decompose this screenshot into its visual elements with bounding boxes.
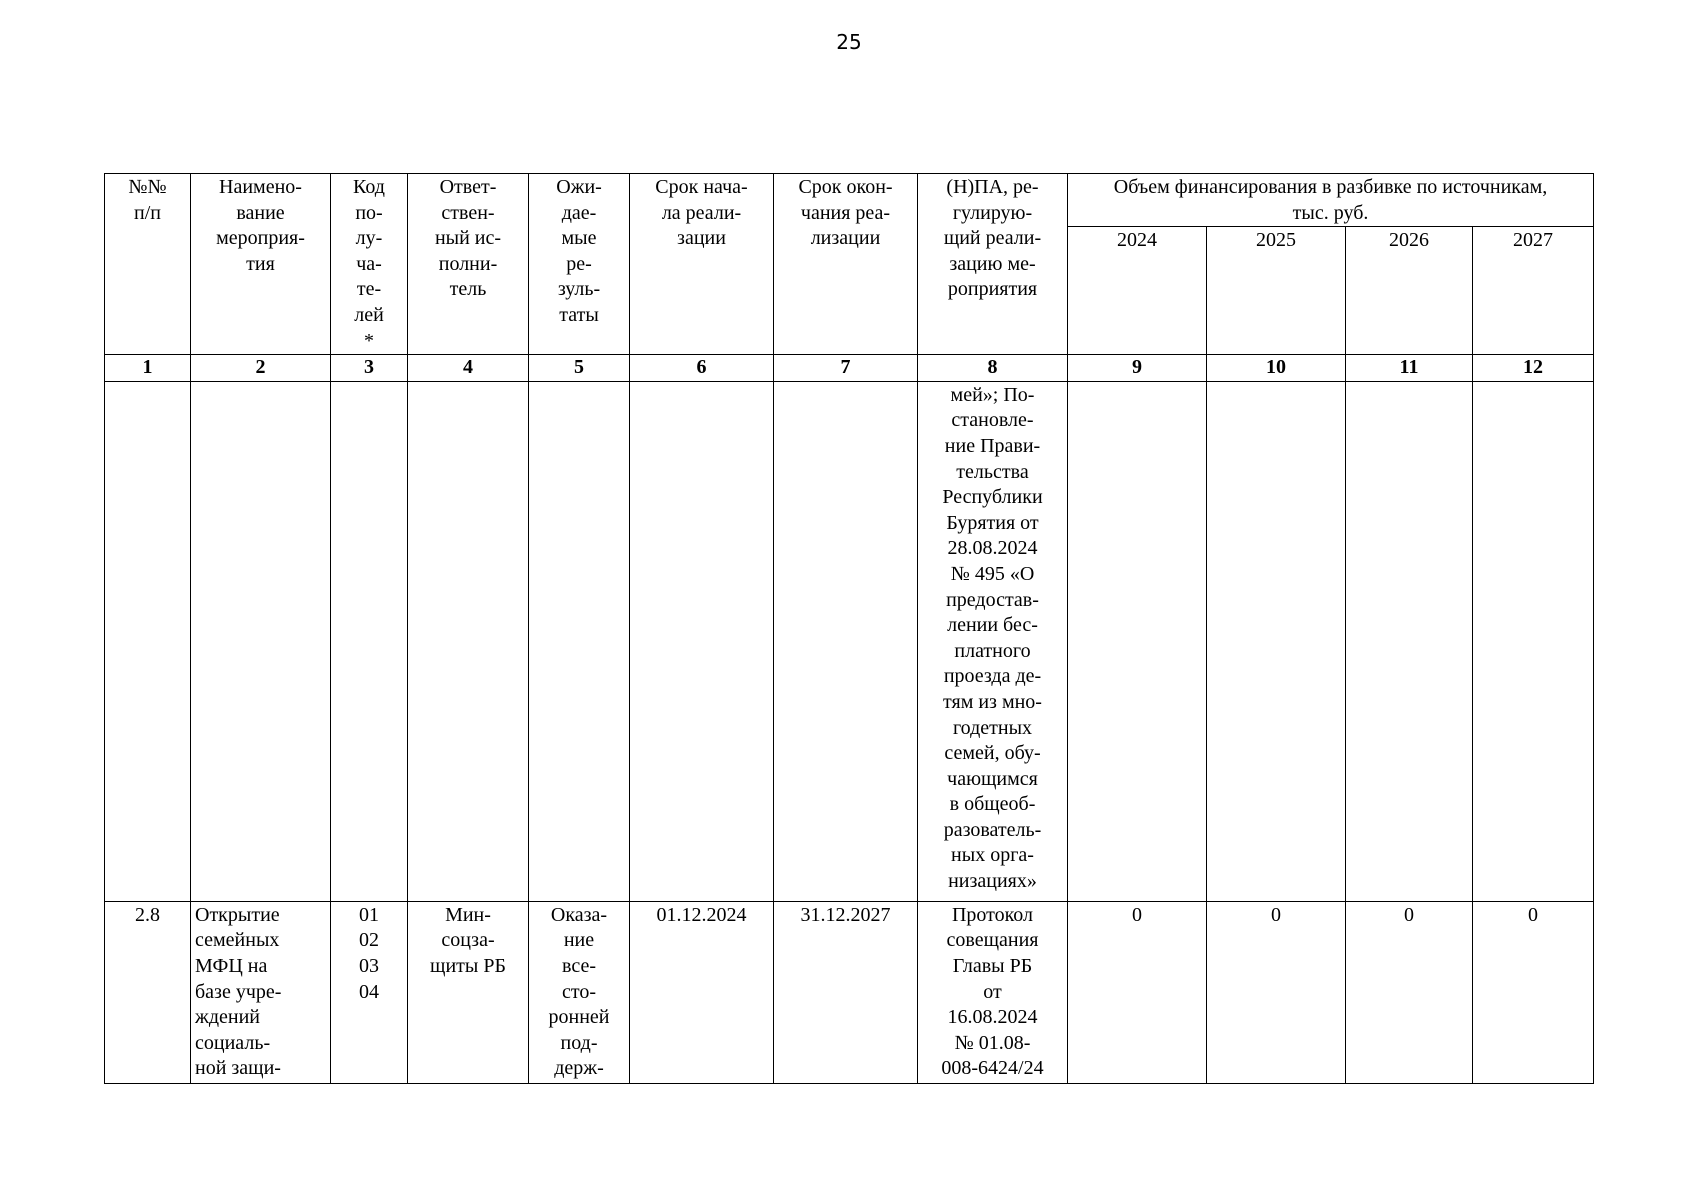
table-cell <box>1473 381 1594 901</box>
column-number: 7 <box>774 355 918 382</box>
header-recipient-code: Код по- лу- ча- те- лей * <box>331 174 408 355</box>
header-funding: Объем финансирования в разбивке по источникам, тыс. руб. <box>1068 174 1594 227</box>
header-number: №№ п/п <box>105 174 191 355</box>
funding-2024: 0 <box>1068 901 1207 1083</box>
funding-2027: 0 <box>1473 901 1594 1083</box>
header-executor: Ответ- ствен- ный ис- полни- тель <box>408 174 529 355</box>
table-cell <box>529 381 630 901</box>
funding-2026: 0 <box>1346 901 1473 1083</box>
header-year-2027: 2027 <box>1473 227 1594 355</box>
start-date: 01.12.2024 <box>630 901 774 1083</box>
recipient-codes: 01 02 03 04 <box>331 901 408 1083</box>
table-cell <box>191 381 331 901</box>
table-cell <box>331 381 408 901</box>
expected-results: Оказа- ние все- сто- ронней под- держ- <box>529 901 630 1083</box>
column-number: 9 <box>1068 355 1207 382</box>
header-event-name: Наимено- вание мероприя- тия <box>191 174 331 355</box>
table-cell <box>630 381 774 901</box>
executor: Мин- соцза- щиты РБ <box>408 901 529 1083</box>
header-row <box>105 174 1594 227</box>
table-cell <box>105 381 191 901</box>
column-number: 5 <box>529 355 630 382</box>
regulation-continuation: мей»; По- становле- ние Прави- тельства Республики Бурятия от 28.08.2024 № 495 «О предостав- лении бес- платного проезда де- тям из мно- годетных семей, обу- чающимся в общеоб- разователь- ных орга- низациях» <box>918 381 1068 901</box>
page-number: 25 <box>836 30 862 54</box>
column-number-row <box>105 355 1594 382</box>
column-number: 11 <box>1346 355 1473 382</box>
table-cell <box>1207 381 1346 901</box>
header-regulation: (Н)ПА, ре- гулирую- щий реали- зацию ме- роприятия <box>918 174 1068 355</box>
row-number: 2.8 <box>105 901 191 1083</box>
table-cell <box>408 381 529 901</box>
column-number: 10 <box>1207 355 1346 382</box>
table-cell <box>1346 381 1473 901</box>
column-number: 8 <box>918 355 1068 382</box>
table-row-2-8 <box>105 901 1594 1083</box>
column-number: 3 <box>331 355 408 382</box>
table-cell <box>1068 381 1207 901</box>
column-number: 4 <box>408 355 529 382</box>
header-year-2024: 2024 <box>1068 227 1207 355</box>
financing-table <box>104 173 1594 1084</box>
column-number: 6 <box>630 355 774 382</box>
header-end-date: Срок окон- чания реа- лизации <box>774 174 918 355</box>
funding-2025: 0 <box>1207 901 1346 1083</box>
header-year-2026: 2026 <box>1346 227 1473 355</box>
event-name: Открытие семейных МФЦ на базе учре- ждений социаль- ной защи- <box>191 901 331 1083</box>
column-number: 1 <box>105 355 191 382</box>
end-date: 31.12.2027 <box>774 901 918 1083</box>
header-expected-results: Ожи- дае- мые ре- зуль- таты <box>529 174 630 355</box>
continuation-row <box>105 381 1594 901</box>
header-year-2025: 2025 <box>1207 227 1346 355</box>
regulation: Протокол совещания Главы РБ от 16.08.2024 № 01.08- 008-6424/24 <box>918 901 1068 1083</box>
table-cell <box>774 381 918 901</box>
header-start-date: Срок нача- ла реали- зации <box>630 174 774 355</box>
column-number: 12 <box>1473 355 1594 382</box>
column-number: 2 <box>191 355 331 382</box>
